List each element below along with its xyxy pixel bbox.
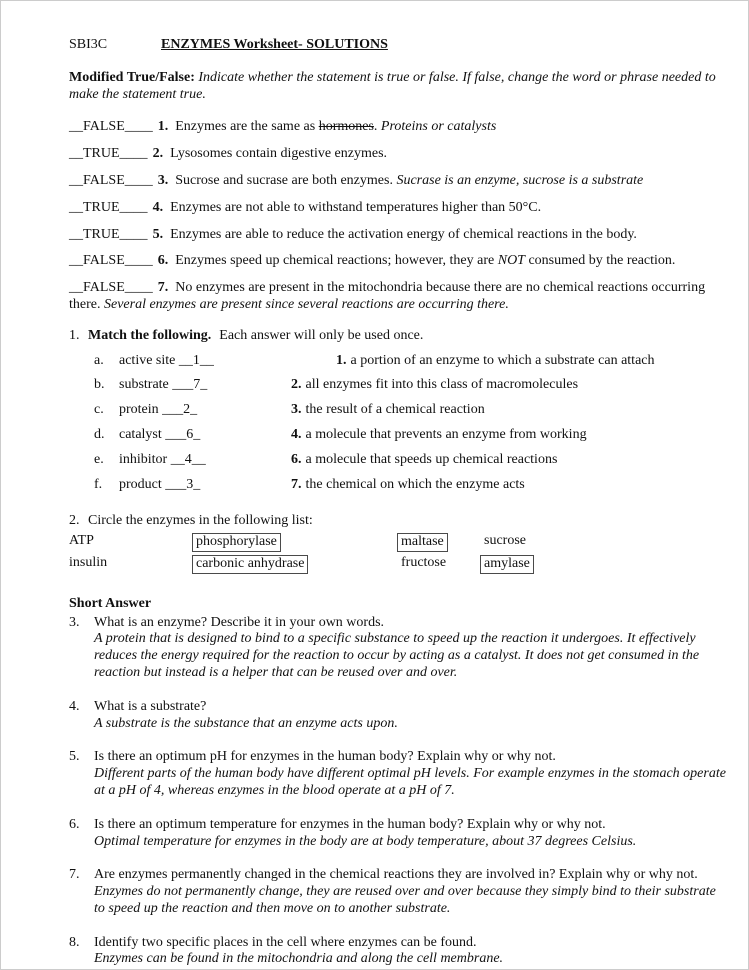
match-letter: f.: [94, 476, 103, 492]
enzyme-label: fructose: [401, 554, 447, 570]
tf-statement: Enzymes are able to reduce the activation energy of chemical reactions in the body.: [170, 226, 637, 242]
matching-heading: [69, 328, 736, 345]
tf-number: 3.: [157, 172, 169, 188]
tf-item-4: [69, 200, 736, 217]
tf-answer-blank: __FALSE____: [69, 280, 153, 296]
enzyme-label: ATP: [69, 533, 94, 549]
enzyme-cell: [196, 555, 401, 574]
match-letter: c.: [94, 402, 104, 418]
match-letter: a.: [94, 352, 104, 368]
enzyme-label: insulin: [69, 554, 108, 570]
tf-struck-word: hormones: [318, 119, 374, 135]
tf-number: 5.: [152, 226, 164, 242]
enzyme-cell: [196, 533, 401, 552]
definition-text: a portion of an enzyme to which a substrate can attach: [350, 352, 655, 368]
tf-statement-after: consumed by the reaction.: [524, 253, 676, 269]
circled-answer-box: carbonic anhydrase: [192, 555, 308, 574]
matching-heading-bold: Match the following.: [88, 327, 212, 343]
sa-item-7: [69, 867, 729, 917]
match-term: protein: [119, 402, 159, 418]
sa-item-5: [69, 749, 729, 799]
match-definition-cell: [291, 402, 485, 419]
tf-statement: Sucrose and sucrase are both enzymes.: [175, 172, 397, 188]
match-answer-blank: __1__: [178, 352, 214, 368]
match-term-cell: [94, 427, 291, 444]
definition-text: the chemical on which the enzyme acts: [305, 476, 525, 492]
circled-answer-box: phosphorylase: [192, 533, 281, 552]
enzyme-cell: [484, 533, 736, 552]
definition-number: 1.: [336, 352, 347, 368]
sa-answer: Enzymes do not permanently change, they are reused over and over because they simply bind to their substrate to speed up the reaction and then move on to another substrate.: [94, 884, 716, 916]
definition-number: 4.: [291, 426, 302, 442]
sa-answer: A protein that is designed to bind to a specific substance to speed up the reaction it undergoes. It effectively reduces the energy required for the reaction to occur by acting as a catalyst. It does not get consumed in the reaction but instead is a helper that can be reused over and over.: [94, 631, 700, 680]
tf-statement: Enzymes speed up chemical reactions; however, they are: [175, 253, 498, 269]
sa-number: 4.: [69, 698, 80, 714]
definition-text: the result of a chemical reaction: [305, 402, 485, 418]
instructions-label: Modified True/False:: [69, 69, 195, 85]
course-code: SBI3C: [69, 37, 108, 52]
definition-text: all enzymes fit into this class of macromolecules: [305, 377, 579, 393]
match-answer-blank: ___3_: [165, 476, 201, 492]
tf-number: 2.: [152, 146, 164, 162]
definition-number: 7.: [291, 476, 302, 492]
sa-answer: Optimal temperature for enzymes in the body are at body temperature, about 37 degrees Celsius.: [94, 833, 637, 849]
sa-question: Is there an optimum pH for enzymes in the human body? Explain why or why not.: [94, 749, 556, 765]
match-term: active site: [119, 352, 176, 368]
circle-enzymes-section: [69, 513, 736, 573]
tf-correction: Several enzymes are present since several reactions are occurring there.: [103, 296, 509, 312]
tf-statement: Enzymes are not able to withstand temperatures higher than 50°C.: [170, 199, 542, 215]
match-row-f: [69, 477, 736, 494]
circle-heading-text: Circle the enzymes in the following list:: [88, 513, 313, 529]
tf-answer-blank: __FALSE____: [69, 119, 153, 135]
sa-answer: A substrate is the substance that an enzyme acts upon.: [94, 715, 398, 731]
match-term-cell: [94, 452, 291, 469]
match-term-cell: [94, 402, 291, 419]
match-letter: e.: [94, 451, 104, 467]
sa-number: 6.: [69, 816, 80, 832]
tf-statement: Lysosomes contain digestive enzymes.: [170, 146, 388, 162]
tf-number: 4.: [152, 199, 164, 215]
tf-answer-blank: __TRUE____: [69, 226, 148, 242]
match-row-c: [69, 402, 736, 419]
sa-answer: Enzymes can be found in the mitochondria and along the cell membrane.: [94, 951, 504, 967]
tf-emphasized-word: NOT: [497, 253, 525, 269]
sa-answer: Different parts of the human body have different optimal pH levels. For example enzymes in the stomach operate at a pH of 4, whereas enzymes in the blood operate at a pH of 7.: [94, 766, 726, 798]
match-row-e: [69, 452, 736, 469]
sa-number: 7.: [69, 867, 80, 883]
tf-statement: Enzymes are the same as: [175, 119, 319, 135]
enzyme-cell: [401, 555, 484, 574]
match-letter: d.: [94, 426, 105, 442]
sa-question: What is a substrate?: [94, 698, 207, 714]
sa-item-8: [69, 935, 729, 969]
circled-answer-box: maltase: [397, 533, 448, 552]
sa-question: Are enzymes permanently changed in the chemical reactions they are involved in? Explain why or why not.: [94, 867, 698, 883]
tf-item-5: [69, 227, 736, 244]
circled-answer-box: amylase: [480, 555, 534, 574]
tf-answer-blank: __FALSE____: [69, 253, 153, 269]
tf-answer-blank: __TRUE____: [69, 199, 148, 215]
tf-item-2: [69, 146, 736, 163]
true-false-section: [69, 119, 736, 313]
match-term: product: [119, 476, 162, 492]
enzyme-cell: [69, 533, 196, 552]
match-answer-blank: ___7_: [172, 377, 208, 393]
tf-correction: Proteins or catalysts: [380, 119, 497, 135]
circle-heading: [69, 513, 736, 530]
tf-item-6: [69, 253, 736, 270]
match-row-d: [69, 427, 736, 444]
instructions-text: Indicate whether the statement is true or false. If false, change the word or phrase needed to make the statement true.: [69, 69, 716, 102]
matching-heading-rest: Each answer will only be used once.: [219, 327, 424, 343]
enzyme-cell: [484, 555, 736, 574]
definition-text: a molecule that prevents an enzyme from working: [305, 426, 587, 442]
worksheet-header: [69, 37, 736, 54]
match-term-cell: [94, 477, 291, 494]
sa-question: Is there an optimum temperature for enzymes in the human body? Explain why or why not.: [94, 816, 606, 832]
tf-item-1: [69, 119, 736, 136]
tf-number: 6.: [157, 253, 169, 269]
match-letter: b.: [94, 377, 105, 393]
match-term: catalyst: [119, 426, 162, 442]
sa-number: 3.: [69, 614, 80, 630]
instructions: [69, 70, 724, 104]
sa-number: 8.: [69, 934, 80, 950]
tf-number: 1.: [157, 119, 169, 135]
match-term: substrate: [119, 377, 169, 393]
tf-correction: Sucrase is an enzyme, sucrose is a substrate: [396, 172, 644, 188]
tf-answer-blank: __FALSE____: [69, 172, 153, 188]
enzyme-label: sucrose: [484, 533, 526, 549]
enzyme-cell: [69, 555, 196, 574]
match-answer-blank: ___6_: [165, 426, 201, 442]
sa-question: What is an enzyme? Describe it in your own words.: [94, 614, 385, 630]
tf-statement: No enzymes are present in the mitochondria because there are no chemical reactions occurring there.: [69, 280, 706, 312]
match-definition-cell: [291, 477, 525, 494]
short-answer-section: [69, 596, 736, 969]
sa-question: Identify two specific places in the cell where enzymes can be found.: [94, 934, 477, 950]
tf-item-7: [69, 280, 736, 314]
definition-number: 2.: [291, 377, 302, 393]
tf-answer-blank: __TRUE____: [69, 146, 148, 162]
enzyme-list-grid: [69, 533, 736, 574]
match-term: inhibitor: [119, 451, 168, 467]
match-definition-cell: [291, 353, 655, 370]
sa-item-6: [69, 817, 729, 851]
match-answer-blank: ___2_: [162, 402, 198, 418]
match-definition-cell: [291, 452, 557, 469]
tf-number: 7.: [157, 280, 169, 296]
match-definition-cell: [291, 377, 578, 394]
match-term-cell: [94, 353, 291, 370]
sa-item-3: [69, 615, 729, 682]
definition-number: 6.: [291, 451, 302, 467]
definition-number: 3.: [291, 402, 302, 418]
matching-question-number: 1.: [69, 327, 80, 343]
match-row-a: [69, 353, 736, 370]
sa-item-4: [69, 699, 729, 733]
match-answer-blank: __4__: [170, 451, 206, 467]
sa-number: 5.: [69, 749, 80, 765]
enzyme-cell: [401, 533, 484, 552]
matching-section: [69, 328, 736, 494]
match-row-b: [69, 377, 736, 394]
match-term-cell: [94, 377, 291, 394]
circle-question-number: 2.: [69, 513, 80, 529]
definition-text: a molecule that speeds up chemical reactions: [305, 451, 558, 467]
tf-item-3: [69, 173, 736, 190]
match-definition-cell: [291, 427, 587, 444]
short-answer-heading: Short Answer: [69, 595, 152, 611]
worksheet-title: ENZYMES Worksheet- SOLUTIONS: [161, 37, 388, 52]
tf-statement-after: .: [373, 119, 381, 135]
